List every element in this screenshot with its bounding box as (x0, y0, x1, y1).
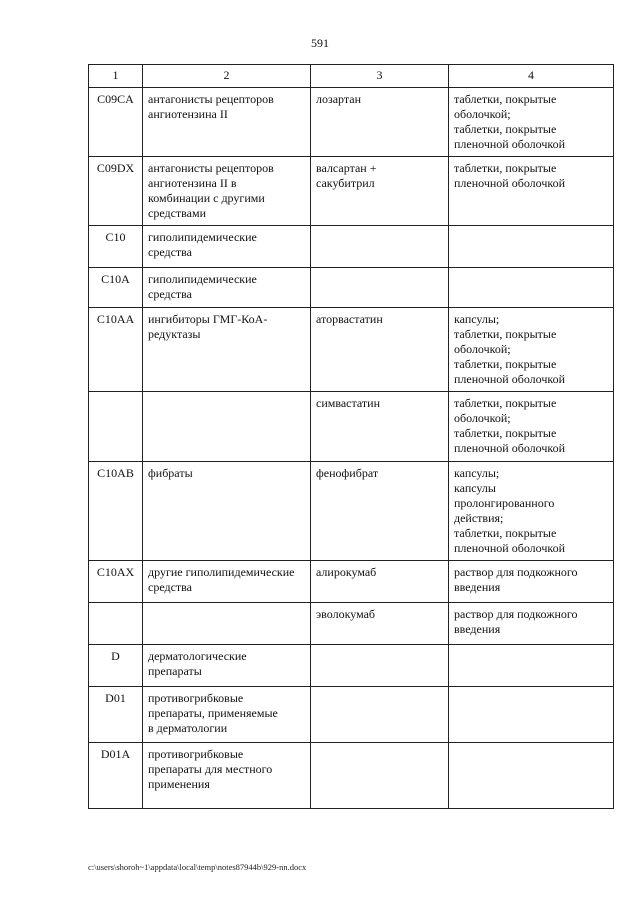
atc-code-cell: D01 (89, 687, 143, 743)
dosage-form-cell (449, 645, 614, 687)
atc-code-cell: C10AA (89, 308, 143, 392)
table-row (89, 462, 614, 561)
drug-name-cell: лозартан (311, 88, 449, 157)
table-row (89, 226, 614, 268)
atc-code-cell: C10AB (89, 462, 143, 561)
table-row (89, 687, 614, 743)
table-row (89, 308, 614, 392)
atc-code-cell: C10A (89, 268, 143, 308)
drug-name-cell (311, 226, 449, 268)
table-header-row (89, 65, 614, 88)
dosage-form-cell: таблетки, покрытые оболочкой; таблетки, покрытые пленочной оболочкой (449, 88, 614, 157)
atc-code-cell: D (89, 645, 143, 687)
table-row (89, 603, 614, 645)
drug-name-cell: аторвастатин (311, 308, 449, 392)
drug-name-cell (311, 645, 449, 687)
atc-code-cell: C10AX (89, 561, 143, 603)
dosage-form-cell (449, 226, 614, 268)
atc-code-cell (89, 603, 143, 645)
group-cell: гиполипидемические средства (143, 226, 311, 268)
table-row (89, 88, 614, 157)
atc-code-cell: C09CA (89, 88, 143, 157)
dosage-form-cell: таблетки, покрытые пленочной оболочкой (449, 157, 614, 226)
table-row (89, 743, 614, 809)
dosage-form-cell: капсулы; таблетки, покрытые оболочкой; таблетки, покрытые пленочной оболочкой (449, 308, 614, 392)
group-cell: гиполипидемические средства (143, 268, 311, 308)
header-col-4: 4 (449, 65, 614, 88)
drug-name-cell: валсартан + сакубитрил (311, 157, 449, 226)
drug-name-cell (311, 268, 449, 308)
group-cell: другие гиполипидемические средства (143, 561, 311, 603)
atc-code-cell (89, 392, 143, 462)
table-row (89, 392, 614, 462)
dosage-form-cell: таблетки, покрытые оболочкой; таблетки, покрытые пленочной оболочкой (449, 392, 614, 462)
group-cell: антагонисты рецепторов ангиотензина II (143, 88, 311, 157)
group-cell (143, 392, 311, 462)
footer-file-path: c:\users\shoroh~1\appdata\local\temp\notes87944b\929-nn.docx (88, 862, 307, 872)
group-cell: дерматологические препараты (143, 645, 311, 687)
table-row (89, 645, 614, 687)
dosage-form-cell (449, 743, 614, 809)
group-cell (143, 603, 311, 645)
drug-classification-table (88, 64, 614, 809)
atc-code-cell: C10 (89, 226, 143, 268)
drug-name-cell: алирокумаб (311, 561, 449, 603)
group-cell: противогрибковые препараты для местного применения (143, 743, 311, 809)
dosage-form-cell: раствор для подкожного введения (449, 561, 614, 603)
atc-code-cell: D01A (89, 743, 143, 809)
table-row (89, 157, 614, 226)
drug-name-cell: фенофибрат (311, 462, 449, 561)
header-col-2: 2 (143, 65, 311, 88)
dosage-form-cell: капсулы; капсулы пролонгированного действия; таблетки, покрытые пленочной оболочкой (449, 462, 614, 561)
dosage-form-cell (449, 268, 614, 308)
group-cell: противогрибковые препараты, применяемые в дерматологии (143, 687, 311, 743)
header-col-1: 1 (89, 65, 143, 88)
group-cell: ингибиторы ГМГ-КоА- редуктазы (143, 308, 311, 392)
group-cell: фибраты (143, 462, 311, 561)
drug-name-cell: симвастатин (311, 392, 449, 462)
header-col-3: 3 (311, 65, 449, 88)
table-row (89, 268, 614, 308)
dosage-form-cell: раствор для подкожного введения (449, 603, 614, 645)
group-cell: антагонисты рецепторов ангиотензина II в комбинации с другими средствами (143, 157, 311, 226)
page-number: 591 (311, 36, 329, 50)
dosage-form-cell (449, 687, 614, 743)
atc-code-cell: C09DX (89, 157, 143, 226)
drug-name-cell (311, 743, 449, 809)
drug-name-cell (311, 687, 449, 743)
drug-name-cell: эволокумаб (311, 603, 449, 645)
table-row (89, 561, 614, 603)
